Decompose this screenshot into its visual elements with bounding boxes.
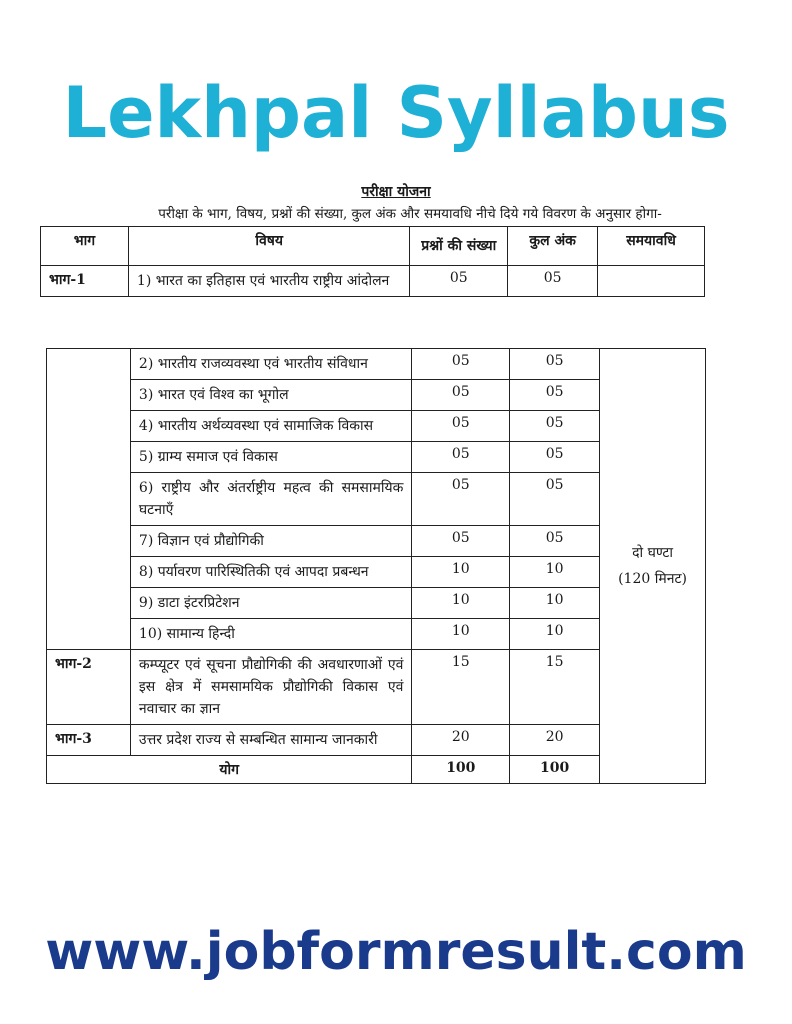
marks-cell: 10 bbox=[510, 588, 600, 619]
questions-cell: 05 bbox=[412, 349, 510, 380]
exam-scheme-heading: परीक्षा योजना bbox=[361, 184, 431, 200]
questions-cell: 05 bbox=[412, 411, 510, 442]
table-header-row bbox=[41, 227, 705, 266]
bhag-1-label: भाग-1 bbox=[41, 266, 129, 297]
questions-cell: 20 bbox=[412, 725, 510, 756]
header-bhag: भाग bbox=[41, 227, 129, 266]
marks-cell: 05 bbox=[510, 473, 600, 526]
subject-cell: 10) सामान्य हिन्दी bbox=[130, 619, 411, 650]
marks-cell: 05 bbox=[508, 266, 598, 297]
questions-cell: 10 bbox=[412, 557, 510, 588]
subject-cell: 3) भारत एवं विश्व का भूगोल bbox=[130, 380, 411, 411]
marks-cell: 10 bbox=[510, 557, 600, 588]
questions-cell: 05 bbox=[412, 442, 510, 473]
website-url: www.jobformresult.com bbox=[45, 922, 747, 982]
questions-cell: 05 bbox=[412, 526, 510, 557]
marks-cell: 10 bbox=[510, 619, 600, 650]
questions-cell: 05 bbox=[412, 380, 510, 411]
marks-cell: 05 bbox=[510, 349, 600, 380]
table-row bbox=[47, 349, 706, 380]
marks-cell: 15 bbox=[510, 650, 600, 725]
subject-cell: 6) राष्ट्रीय और अंतर्राष्ट्रीय महत्व की समसामयिक घटनाएँ bbox=[130, 473, 411, 526]
exam-scheme-intro: परीक्षा के भाग, विषय, प्रश्नों की संख्या, कुल अंक और समयावधि नीचे दिये गये विवरण के अनुसार होगा- bbox=[158, 206, 662, 222]
subject-cell: 9) डाटा इंटरप्रिटेशन bbox=[130, 588, 411, 619]
table-row bbox=[41, 266, 705, 297]
bhag-empty-cell bbox=[47, 349, 131, 650]
total-marks: 100 bbox=[510, 756, 600, 784]
subject-cell: 1) भारत का इतिहास एवं भारतीय राष्ट्रीय आंदोलन bbox=[128, 266, 409, 297]
marks-cell: 05 bbox=[510, 411, 600, 442]
marks-cell: 05 bbox=[510, 526, 600, 557]
duration-hours: दो घण्टा bbox=[632, 545, 674, 561]
header-questions: प्रश्नों की संख्या bbox=[410, 227, 508, 266]
questions-cell: 10 bbox=[412, 588, 510, 619]
subject-cell: 7) विज्ञान एवं प्रौद्योगिकी bbox=[130, 526, 411, 557]
subject-cell: 2) भारतीय राजव्यवस्था एवं भारतीय संविधान bbox=[130, 349, 411, 380]
bhag-3-label: भाग-3 bbox=[47, 725, 131, 756]
bhag-2-label: भाग-2 bbox=[47, 650, 131, 725]
questions-cell: 10 bbox=[412, 619, 510, 650]
total-questions: 100 bbox=[412, 756, 510, 784]
syllabus-table-main-section bbox=[46, 348, 706, 784]
duration-cell bbox=[600, 349, 706, 784]
header-subject: विषय bbox=[128, 227, 409, 266]
subject-cell: 8) पर्यावरण पारिस्थितिकी एवं आपदा प्रबन्धन bbox=[130, 557, 411, 588]
subject-cell: 5) ग्राम्य समाज एवं विकास bbox=[130, 442, 411, 473]
header-duration: समयावधि bbox=[598, 227, 705, 266]
marks-cell: 20 bbox=[510, 725, 600, 756]
questions-cell: 05 bbox=[412, 473, 510, 526]
marks-cell: 05 bbox=[510, 442, 600, 473]
duration-minutes: (120 मिनट) bbox=[618, 571, 688, 587]
total-label: योग bbox=[47, 756, 412, 784]
marks-cell: 05 bbox=[510, 380, 600, 411]
subject-cell: उत्तर प्रदेश राज्य से सम्बन्धित सामान्य जानकारी bbox=[130, 725, 411, 756]
questions-cell: 05 bbox=[410, 266, 508, 297]
header-marks: कुल अंक bbox=[508, 227, 598, 266]
syllabus-table-header-section bbox=[40, 226, 705, 297]
duration-cell-empty bbox=[598, 266, 705, 297]
page-title: Lekhpal Syllabus bbox=[62, 72, 730, 154]
subject-cell: कम्प्यूटर एवं सूचना प्रौद्योगिकी की अवधारणाओं एवं इस क्षेत्र में समसामयिक प्रौद्योगिकी विकास एवं नवाचार का ज्ञान bbox=[130, 650, 411, 725]
questions-cell: 15 bbox=[412, 650, 510, 725]
subject-cell: 4) भारतीय अर्थव्यवस्था एवं सामाजिक विकास bbox=[130, 411, 411, 442]
